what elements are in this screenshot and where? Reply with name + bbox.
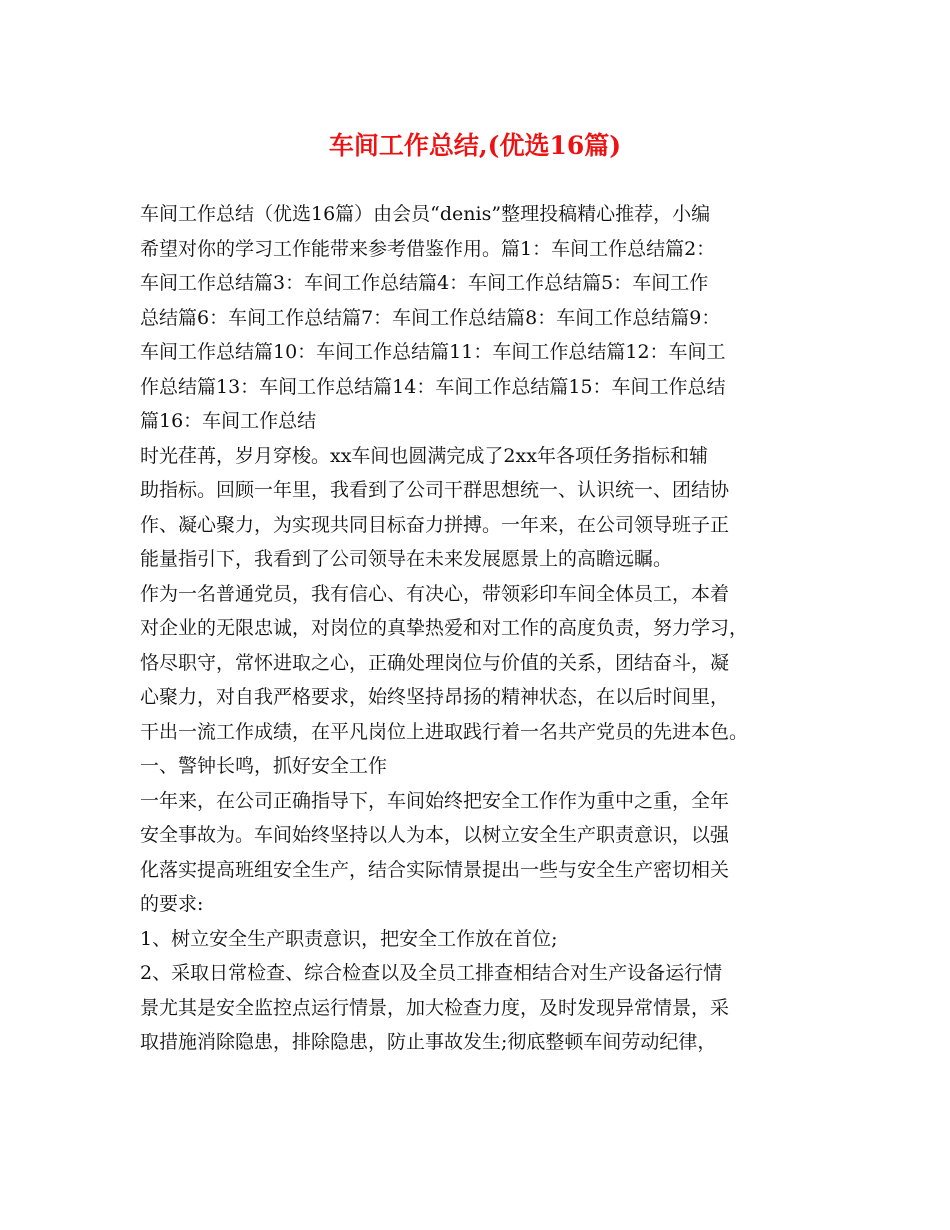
text-line: 1、树立安全生产职责意识，把安全工作放在首位; — [140, 927, 558, 950]
text-line: 心聚力，对自我严格要求，始终坚持昂扬的精神状态，在以后时间里， — [140, 686, 730, 708]
text-line: 篇16：车间工作总结 — [140, 410, 317, 432]
text-line: 能量指引下，我看到了公司领导在未来发展愿景上的高瞻远瞩。 — [140, 548, 673, 570]
text-line: 恪尽职守，常怀进取之心，正确处理岗位与价值的关系，团结奋斗，凝 — [140, 651, 730, 674]
text-line: 助指标。回顾一年里，我看到了公司干群思想统一、认识统一、团结协 — [140, 479, 730, 501]
text-line: 希望对你的学习工作能带来参考借鉴作用。篇1：车间工作总结篇2： — [140, 237, 716, 260]
text-line: 车间工作总结篇10：车间工作总结篇11：车间工作总结篇12：车间工 — [140, 341, 726, 363]
text-line: 取措施消除隐患，排除隐患，防止事故发生;彻底整顿车间劳动纪律， — [140, 1031, 717, 1053]
text-line: 对企业的无限忠诚，对岗位的真挚热爱和对工作的高度负责，努力学习， — [140, 617, 749, 639]
document-title: 车间工作总结,(优选16篇) — [328, 131, 622, 160]
text-line: 时光荏苒，岁月穿梭。xx车间也圆满完成了2xx年各项任务指标和辅 — [140, 444, 708, 467]
text-line: 安全事故为。车间始终坚持以人为本，以树立安全生产职责意识，以强 — [140, 824, 730, 846]
text-line: 一、警钟长鸣，抓好安全工作 — [140, 755, 388, 777]
document-body — [140, 197, 820, 1060]
text-line: 干出一流工作成绩，在平凡岗位上进取践行着一名共产党员的先进本色。 — [140, 720, 749, 743]
text-line: 景尤其是安全监控点运行情景，加大检查力度，及时发现异常情景，采 — [140, 996, 730, 1019]
text-line: 2、采取日常检查、综合检查以及全员工排查相结合对生产设备运行情 — [140, 962, 723, 984]
text-line: 作为一名普通党员，我有信心、有决心，带领彩印车间全体员工，本着 — [140, 582, 730, 605]
text-line: 的要求: — [140, 893, 204, 915]
text-line: 车间工作总结篇3：车间工作总结篇4：车间工作总结篇5：车间工作 — [140, 272, 709, 294]
text-line: 作、凝心聚力，为实现共同目标奋力拼搏。一年来，在公司领导班子正 — [140, 513, 730, 536]
text-line: 一年来，在公司正确指导下，车间始终把安全工作作为重中之重，全年 — [140, 789, 730, 812]
text-line: 作总结篇13：车间工作总结篇14：车间工作总结篇15：车间工作总结 — [140, 375, 726, 398]
text-line: 车间工作总结（优选16篇）由会员“denis”整理投稿精心推荐，小编 — [140, 203, 711, 225]
text-line: 总结篇6：车间工作总结篇7：车间工作总结篇8：车间工作总结篇9： — [140, 306, 721, 329]
text-line: 化落实提高班组安全生产，结合实际情景提出一些与安全生产密切相关 — [140, 858, 730, 881]
